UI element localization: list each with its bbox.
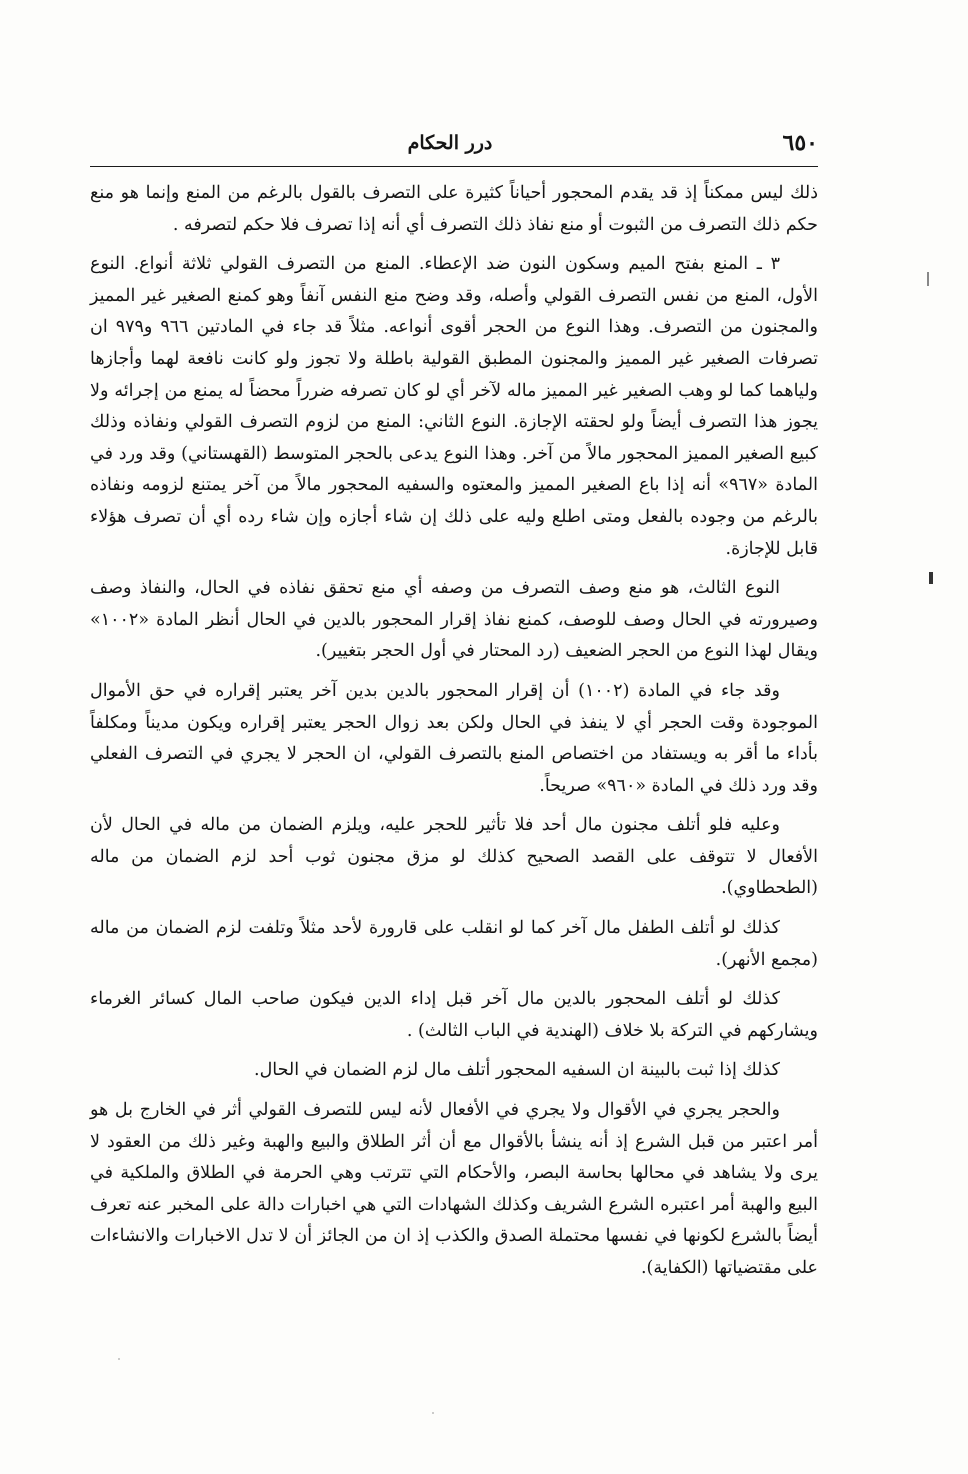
paragraph: كذلك إذا ثبت بالبينة ان السفيه المحجور أتلف مال لزم الضمان في الحال.: [254, 1060, 780, 1081]
paragraph: والحجر يجري في الأقوال ولا يجري في الأفعال لأنه ليس للتصرف القولي أثر في الخارج بل هو أمر اعتبر من قبل الشرع إذ أنه ينشأ بالأقوال مع أن أثر الطلاق والبيع والهبة وغير ذلك من العقود لا يرى ولا يشاهد في محالها بحاسة البصر، والأحكام التي تترتب وهي الحرمة في الطلاق والملكية في البيع والهبة أمر اعتبره الشرع الشريف وكذلك الشهادات التي هي اخبارات دالة على المخبر عنه تعرف أيضاً بالشرع لكونها في نفسها محتملة الصدق والكذب إذ ان من الجائز أن لا تدل الاخبارات والانشاءات على مقتضياتها (الكفاية).: [90, 1100, 818, 1278]
paragraph: كذلك لو أتلف المحجور بالدين مال آخر قبل إداء الدين فيكون صاحب المال كسائر الغرماء ويشاركهم في التركة بلا خلاف (الهندية في الباب الثالث) .: [90, 989, 818, 1041]
paragraph: ٣ ـ المنع بفتح الميم وسكون النون ضد الإعطاء. المنع من التصرف القولي ثلاثة أنواع. النوع الأول، المنع من نفس التصرف القولي وأصله، وقد وضح منع النفس آنفاً وهو كمنع الصغير غير المميز والمجنون من التصرف. وهذا النوع من الحجر أقوى أنواعه. مثلاً قد جاء في المادتين ٩٦٦ و٩٧٩ ان تصرفات الصغير غير المميز والمجنون المطبق القولية باطلة ولا تجوز ولو كانت نافعة لهما وأجازها ولياهما كما لو وهب الصغير غير المميز ماله لآخر أي لو كان تصرفه ضرراً محضاً له يمنع من إجرائه ولا يجوز هذا التصرف أيضاً ولو لحقته الإجازة. النوع الثاني: المنع من لزوم التصرف القولي ونفاذه وذلك كبيع الصغير المميز المحجور مالاً من آخر. وهذا النوع يدعى بالحجر المتوسط (القهستاني) وقد ورد في المادة «٩٦٧» أنه إذا باع الصغير المميز والمعتوه والسفيه المحجور مالاً من آخر يمتنع لزومه ونفاذه بالرغم من وجوده بالفعل ومتى اطلع وليه على ذلك إن شاء أجازه وإن شاء رده أي أن تصرف هؤلاء قابل للإجازة.: [90, 254, 818, 559]
page-header: [90, 128, 818, 164]
header-rule: [90, 166, 818, 167]
scan-speck: [118, 1358, 120, 1360]
paragraph: ذلك ليس ممكناً إذ قد يقدم المحجور أحياناً كثيرة على التصرف بالقول بالرغم من المنع وإنما هو منع حكم ذلك التصرف من الثبوت أو منع نفاذ ذلك التصرف أي أنه إذا تصرف فلا حكم لتصرفه .: [90, 183, 818, 235]
paragraph: وعليه فلو أتلف مجنون مال أحد فلا تأثير للحجر عليه، ويلزم الضمان من ماله في الحال لأن الأفعال لا تتوقف على القصد الصحيح كذلك لو مزق مجنون ثوب أحد لزم الضمان من ماله (الطحطاوي).: [90, 815, 818, 899]
margin-mark: [927, 272, 929, 286]
body-text: [90, 178, 818, 1293]
paragraph: النوع الثالث، هو منع وصف التصرف من وصفه أي منع تحقق نفاذه في الحال، والنفاذ وصف وصيرورته في الحال وصف للوصف، كمنع نفاذ إقرار المحجور بالدين في الحال أنظر المادة «١٠٠٢» ويقال لهذا النوع من الحجر الضعيف (رد المحتار في أول الحجر بتغيير).: [90, 578, 818, 662]
paragraph: وقد جاء في المادة (١٠٠٢) أن إقرار المحجور بالدين بدين آخر يعتبر إقراره في حق الأموال الموجودة وقت الحجر أي لا ينفذ في الحال ولكن بعد زوال الحجر يعتبر إقراره ويكون مديناً ومكلفاً بأداء ما أقر به ويستفاد من اختصاص المنع بالتصرف القولي، ان الحجر لا يجري في التصرف الفعلي وقد ورد ذلك في المادة «٩٦٠» صريحاً.: [90, 680, 818, 796]
paragraph: كذلك لو أتلف الطفل مال آخر كما لو انقلب على قارورة لأحد مثلاً وتلفت لزم الضمان من ماله (مجمع الأنهر).: [90, 918, 818, 970]
running-title: درر الحكام: [407, 132, 493, 154]
scan-speck: [432, 1412, 434, 1414]
page-number: ٦٥٠: [782, 130, 818, 156]
margin-mark: [929, 572, 933, 584]
